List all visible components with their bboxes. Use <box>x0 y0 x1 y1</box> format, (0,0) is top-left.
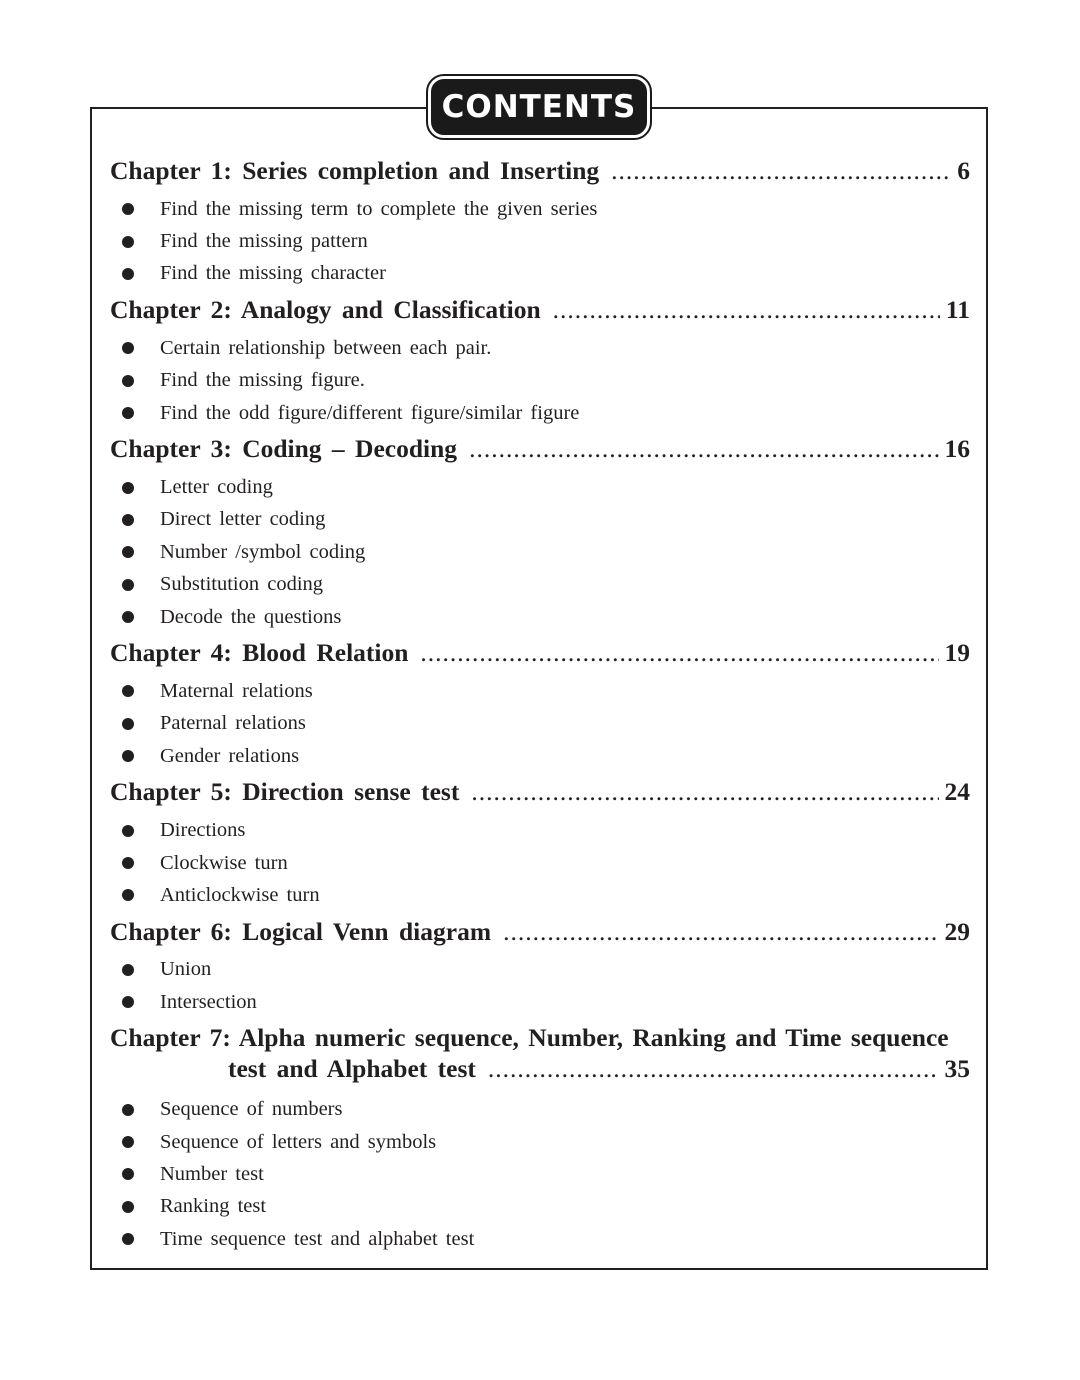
list-item <box>110 504 970 536</box>
bullet-icon <box>122 407 134 419</box>
list-item <box>110 397 970 429</box>
bullet-icon <box>122 236 134 248</box>
page-number: 11 <box>945 295 970 325</box>
bullet-icon <box>122 342 134 354</box>
list-item <box>110 879 970 911</box>
bullet-icon <box>122 1168 134 1180</box>
bullet-icon <box>122 1233 134 1245</box>
bullet-icon <box>122 1136 134 1148</box>
topic-text: Union <box>160 958 212 981</box>
chapter-6 <box>110 916 970 1023</box>
bullet-icon <box>122 268 134 280</box>
bullet-icon <box>122 825 134 837</box>
topic-text: Number /symbol coding <box>160 540 366 563</box>
topic-text: Paternal relations <box>160 712 306 735</box>
topic-text: Certain relationship between each pair. <box>160 336 492 359</box>
topic-text: Substitution coding <box>160 573 324 596</box>
topic-text: Find the odd figure/different figure/similar figure <box>160 401 580 424</box>
topic-text: Intersection <box>160 990 257 1013</box>
list-item <box>110 1191 970 1223</box>
topic-text: Find the missing pattern <box>160 230 368 253</box>
page-number: 24 <box>944 777 970 807</box>
bullet-icon <box>122 375 134 387</box>
topic-list <box>110 332 970 433</box>
chapter-title: Chapter 2: Analogy and Classification <box>110 295 541 325</box>
page-number: 6 <box>957 156 970 185</box>
topic-text: Maternal relations <box>160 679 313 702</box>
topic-text: Find the missing character <box>160 262 386 285</box>
bullet-icon <box>122 482 134 494</box>
contents-title: CONTENTS <box>428 76 650 138</box>
chapter-title: Chapter 4: Blood Relation <box>110 638 409 668</box>
page-number: 29 <box>944 916 970 946</box>
bullet-icon <box>122 889 134 901</box>
list-item <box>110 258 970 290</box>
bullet-icon <box>122 857 134 869</box>
list-item <box>110 1223 970 1255</box>
list-item <box>110 471 970 503</box>
list-item <box>110 569 970 601</box>
topic-text: Decode the questions <box>160 605 342 628</box>
list-item <box>110 708 970 740</box>
list-item <box>110 1158 970 1190</box>
leader-dots <box>488 1053 939 1085</box>
chapter-heading[interactable] <box>110 155 970 193</box>
list-item <box>110 1093 970 1125</box>
leader-dots <box>503 916 938 948</box>
leader-dots <box>420 637 938 669</box>
chapter-heading[interactable] <box>110 1022 970 1053</box>
topic-text: Letter coding <box>160 476 273 499</box>
page-number: 35 <box>944 1054 970 1084</box>
bullet-icon <box>122 203 134 215</box>
chapter-1 <box>110 155 970 294</box>
topic-text: Direct letter coding <box>160 508 326 531</box>
bullet-icon <box>122 718 134 730</box>
chapter-title: Chapter 6: Logical Venn diagram <box>110 916 492 946</box>
list-item <box>110 954 970 986</box>
topic-list <box>110 1093 970 1259</box>
chapter-heading[interactable] <box>110 916 970 954</box>
chapter-2 <box>110 294 970 433</box>
chapter-title: Chapter 3: Coding – Decoding <box>110 434 458 464</box>
page-number: 16 <box>944 434 970 464</box>
topic-text: Directions <box>160 819 246 842</box>
chapter-heading[interactable] <box>110 433 970 471</box>
bullet-icon <box>122 964 134 976</box>
chapter-heading[interactable] <box>110 637 970 675</box>
chapter-heading-continued[interactable] <box>110 1053 970 1093</box>
leader-dots <box>471 776 938 808</box>
bullet-icon <box>122 611 134 623</box>
chapter-4 <box>110 637 970 776</box>
list-item <box>110 814 970 846</box>
list-item <box>110 740 970 772</box>
chapter-7 <box>110 1022 970 1259</box>
list-item <box>110 193 970 225</box>
chapter-title: Chapter 5: Direction sense test <box>110 777 460 807</box>
chapter-title: Chapter 1: Series completion and Inserting <box>110 156 600 185</box>
list-item <box>110 986 970 1018</box>
bullet-icon <box>122 996 134 1008</box>
bullet-icon <box>122 1104 134 1116</box>
topic-list <box>110 471 970 637</box>
page-number: 19 <box>944 638 970 668</box>
chapter-heading[interactable] <box>110 776 970 814</box>
bullet-icon <box>122 579 134 591</box>
chapter-title: Chapter 7: Alpha numeric sequence, Number, Ranking and Time sequence <box>110 1023 949 1053</box>
chapter-title-continued: test and Alphabet test <box>228 1054 476 1084</box>
list-item <box>110 1126 970 1158</box>
topic-text: Find the missing term to complete the given series <box>160 197 598 220</box>
bullet-icon <box>122 546 134 558</box>
topic-text: Time sequence test and alphabet test <box>160 1227 475 1250</box>
topic-text: Anticlockwise turn <box>160 883 320 906</box>
topic-text: Sequence of numbers <box>160 1098 343 1121</box>
list-item <box>110 675 970 707</box>
topic-text: Find the missing figure. <box>160 369 365 392</box>
bullet-icon <box>122 685 134 697</box>
chapter-heading[interactable] <box>110 294 970 332</box>
list-item <box>110 225 970 257</box>
table-of-contents <box>110 155 970 1259</box>
topic-text: Number test <box>160 1162 264 1185</box>
topic-text: Sequence of letters and symbols <box>160 1130 437 1153</box>
topic-list <box>110 954 970 1023</box>
chapter-5 <box>110 776 970 915</box>
list-item <box>110 332 970 364</box>
topic-list <box>110 675 970 776</box>
list-item <box>110 847 970 879</box>
chapter-3 <box>110 433 970 637</box>
topic-list <box>110 193 970 294</box>
bullet-icon <box>122 514 134 526</box>
topic-text: Clockwise turn <box>160 851 288 874</box>
topic-list <box>110 814 970 915</box>
topic-text: Gender relations <box>160 744 300 767</box>
list-item <box>110 365 970 397</box>
list-item <box>110 601 970 633</box>
leader-dots <box>611 155 951 187</box>
bullet-icon <box>122 1201 134 1213</box>
leader-dots <box>553 294 940 326</box>
bullet-icon <box>122 750 134 762</box>
topic-text: Ranking test <box>160 1195 267 1218</box>
leader-dots <box>469 433 938 465</box>
list-item <box>110 536 970 568</box>
